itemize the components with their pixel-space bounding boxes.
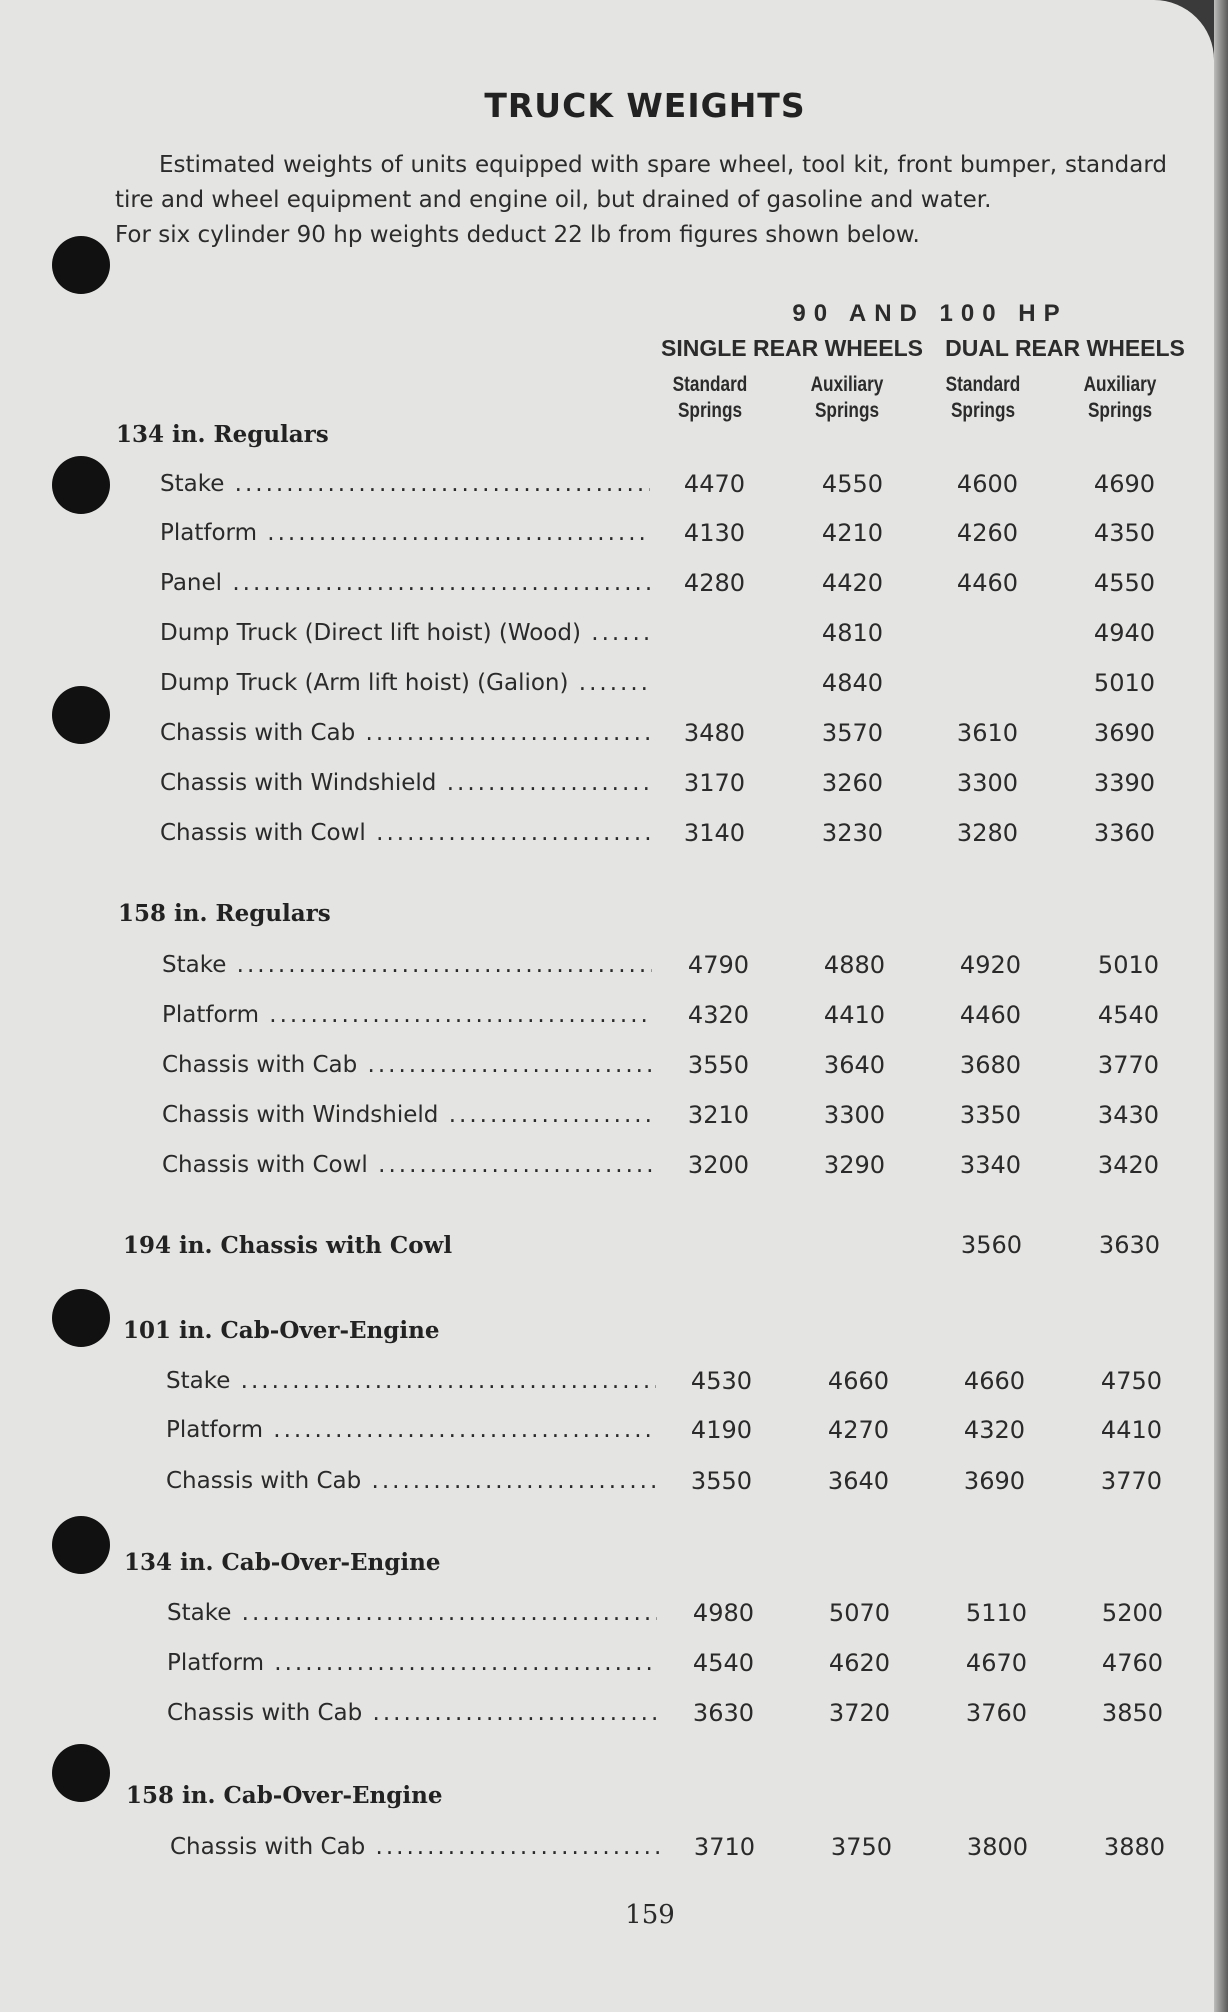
column-header: Auxiliary Springs: [1083, 373, 1157, 422]
weight-value: 4540: [1097, 1001, 1159, 1029]
section-title: 134 in. Cab-Over-Engine: [124, 1549, 441, 1576]
weight-value: 3340: [959, 1151, 1021, 1179]
weight-value: 4530: [690, 1367, 752, 1395]
weight-value: 3770: [1100, 1467, 1162, 1495]
row-label: Chassis with Cab .....: [167, 1698, 657, 1728]
weight-value: 4270: [827, 1416, 889, 1444]
row-label: Chassis with Cab .....: [160, 718, 650, 748]
weight-value: 3710: [693, 1833, 755, 1861]
weight-value: 4670: [965, 1649, 1027, 1677]
page-number: 159: [625, 1900, 675, 1930]
weight-value: 5070: [828, 1599, 890, 1627]
weight-value: 4320: [963, 1416, 1025, 1444]
weight-value: 4460: [959, 1001, 1021, 1029]
row-label: Dump Truck (Direct lift hoist) (Wood) .....: [160, 618, 650, 648]
row-label: Dump Truck (Arm lift hoist) (Galion) .....: [160, 668, 650, 698]
page-edge: [1214, 0, 1228, 2012]
row-label: Chassis with Cowl .....: [160, 818, 650, 848]
weight-value: 4550: [1093, 569, 1155, 597]
row-label: Platform .....: [166, 1415, 656, 1445]
weight-value: 4620: [828, 1649, 890, 1677]
weight-value: 3260: [821, 769, 883, 797]
weight-value: 3480: [683, 719, 745, 747]
weight-value: 4810: [821, 619, 883, 647]
row-label: Stake .....: [160, 469, 650, 499]
intro-text: [115, 148, 1167, 253]
row-label: Chassis with Windshield .....: [162, 1100, 652, 1130]
weight-value: 3140: [683, 819, 745, 847]
weight-value: 4350: [1093, 519, 1155, 547]
weight-value: 4660: [963, 1367, 1025, 1395]
intro-paragraph: Estimated weights of units equipped with spare wheel, tool kit, front bumper, standard tire and wheel equipment and engine oil, but drained of gasoline and water.: [115, 152, 1167, 213]
weight-value: 4550: [821, 470, 883, 498]
column-header: Standard Springs: [945, 373, 1021, 422]
weight-value: 3640: [823, 1051, 885, 1079]
section-title: 158 in. Cab-Over-Engine: [126, 1782, 443, 1809]
weight-value: 3300: [823, 1101, 885, 1129]
binder-hole: [52, 456, 110, 514]
weight-value: 4410: [1100, 1416, 1162, 1444]
binder-hole: [52, 686, 110, 744]
weight-value: 3280: [956, 819, 1018, 847]
weight-value: 3550: [687, 1051, 749, 1079]
row-label: Chassis with Windshield .....: [160, 768, 650, 798]
weight-value: 4940: [1093, 619, 1155, 647]
weight-value: 3570: [821, 719, 883, 747]
weight-value: 4980: [692, 1599, 754, 1627]
weight-value: 4420: [821, 569, 883, 597]
weight-value: 4760: [1101, 1649, 1163, 1677]
weight-value: 3690: [963, 1467, 1025, 1495]
weight-value: 3560: [960, 1231, 1022, 1259]
weight-value: 3720: [828, 1699, 890, 1727]
weight-value: 3630: [1098, 1231, 1160, 1259]
weight-value: 3360: [1093, 819, 1155, 847]
weight-value: 3210: [687, 1101, 749, 1129]
section-title: 101 in. Cab-Over-Engine: [123, 1317, 440, 1344]
weight-value: 3760: [965, 1699, 1027, 1727]
row-label: Chassis with Cab .....: [162, 1050, 652, 1080]
weight-value: 4750: [1100, 1367, 1162, 1395]
weight-value: 5010: [1097, 951, 1159, 979]
row-label: Stake .....: [162, 950, 652, 980]
weight-value: 4470: [683, 470, 745, 498]
weight-value: 3550: [690, 1467, 752, 1495]
weight-value: 3390: [1093, 769, 1155, 797]
row-label: Panel .....: [160, 568, 650, 598]
weight-value: 3420: [1097, 1151, 1159, 1179]
section-title: 134 in. Regulars: [116, 421, 329, 448]
row-label: Chassis with Cab .....: [170, 1832, 660, 1862]
single-rear-header: SINGLE REAR WHEELS: [661, 335, 923, 361]
weight-value: 4920: [959, 951, 1021, 979]
section-title: 194 in. Chassis with Cowl: [123, 1232, 453, 1259]
weight-value: 3850: [1101, 1699, 1163, 1727]
weight-value: 4600: [956, 470, 1018, 498]
weight-value: 3300: [956, 769, 1018, 797]
row-label: Chassis with Cab .....: [166, 1466, 656, 1496]
intro-note: For six cylinder 90 hp weights deduct 22 lb from figures shown below.: [115, 222, 920, 248]
row-label: Platform .....: [160, 518, 650, 548]
weight-value: 4260: [956, 519, 1018, 547]
weight-value: 3430: [1097, 1101, 1159, 1129]
weight-value: 3200: [687, 1151, 749, 1179]
section-title: 158 in. Regulars: [118, 900, 331, 927]
weight-value: 3770: [1097, 1051, 1159, 1079]
weight-value: 5010: [1093, 669, 1155, 697]
weight-value: 4410: [823, 1001, 885, 1029]
weight-value: 3350: [959, 1101, 1021, 1129]
weight-value: 5110: [965, 1599, 1027, 1627]
weight-value: 4460: [956, 569, 1018, 597]
weight-value: 4660: [827, 1367, 889, 1395]
weight-value: 4130: [683, 519, 745, 547]
hp-header: 90 AND 100 HP: [792, 300, 1068, 327]
weight-value: 3630: [692, 1699, 754, 1727]
weight-value: 3680: [959, 1051, 1021, 1079]
page-title: TRUCK WEIGHTS: [484, 86, 806, 125]
column-header: Standard Springs: [672, 373, 748, 422]
weight-value: 4190: [690, 1416, 752, 1444]
weight-value: 3640: [827, 1467, 889, 1495]
weight-value: 4880: [823, 951, 885, 979]
weight-value: 3610: [956, 719, 1018, 747]
table-row: [162, 1230, 1162, 1260]
weight-value: 4320: [687, 1001, 749, 1029]
weight-value: 3750: [830, 1833, 892, 1861]
binder-hole: [52, 1516, 110, 1574]
weight-value: 4280: [683, 569, 745, 597]
dual-rear-header: DUAL REAR WHEELS: [945, 335, 1185, 361]
weight-value: 5200: [1101, 1599, 1163, 1627]
weight-value: 3290: [823, 1151, 885, 1179]
row-label: Stake .....: [166, 1366, 656, 1396]
binder-hole: [52, 1744, 110, 1802]
weight-value: 3170: [683, 769, 745, 797]
weight-value: 4540: [692, 1649, 754, 1677]
weight-value: 3690: [1093, 719, 1155, 747]
binder-hole: [52, 236, 110, 294]
row-label: Platform .....: [167, 1648, 657, 1678]
weight-value: 3800: [966, 1833, 1028, 1861]
weight-value: 4840: [821, 669, 883, 697]
row-label: Chassis with Cowl .....: [162, 1150, 652, 1180]
weight-value: 4790: [687, 951, 749, 979]
weight-value: 3230: [821, 819, 883, 847]
column-header: Auxiliary Springs: [810, 373, 884, 422]
binder-hole: [52, 1289, 110, 1347]
row-label: Platform .....: [162, 1000, 652, 1030]
weight-value: 4690: [1093, 470, 1155, 498]
weight-value: 4210: [821, 519, 883, 547]
weight-value: 3880: [1103, 1833, 1165, 1861]
row-label: Stake .....: [167, 1598, 657, 1628]
